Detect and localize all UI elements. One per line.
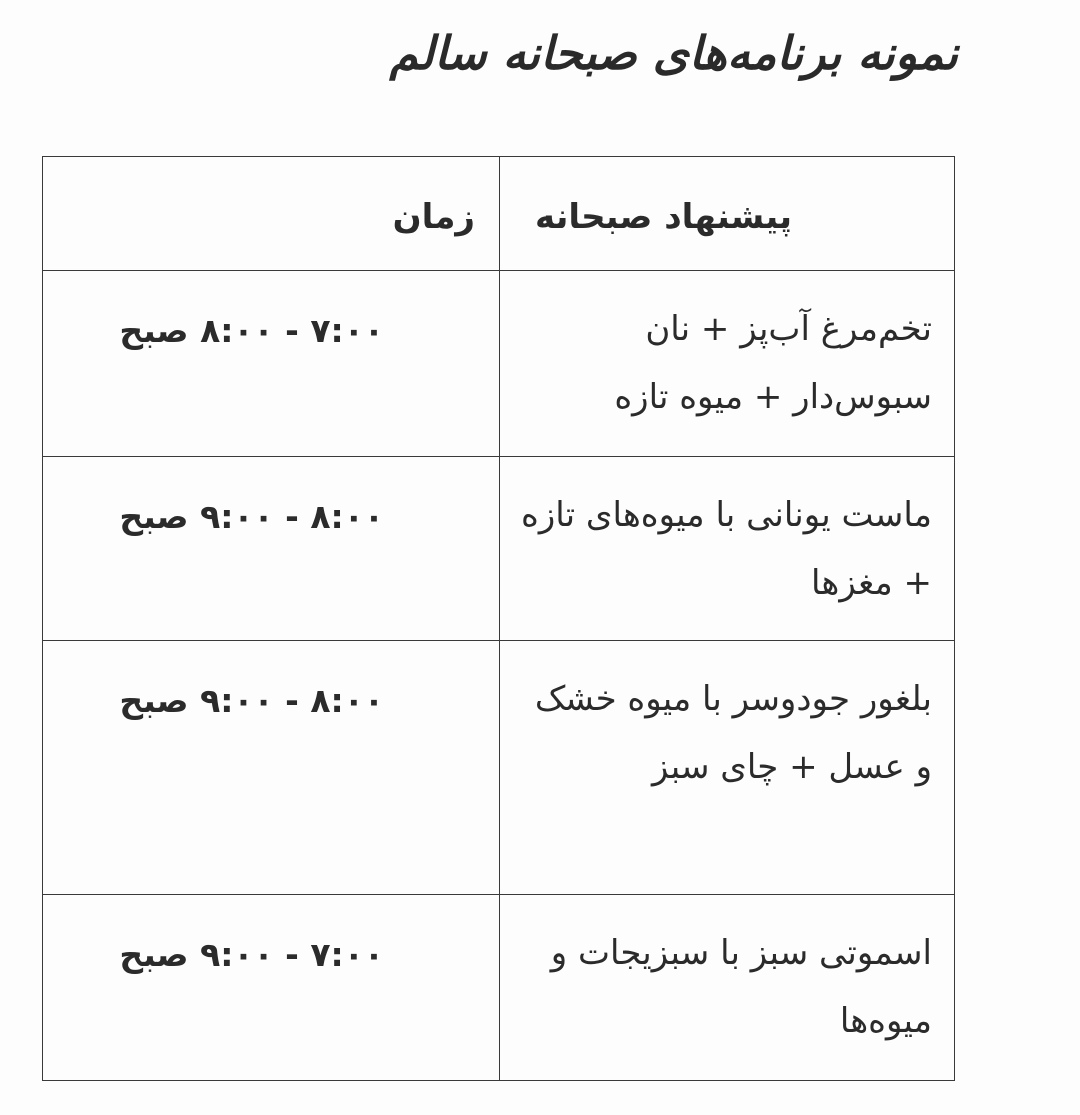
table-header-row — [43, 157, 955, 271]
table-row — [43, 271, 955, 457]
suggestion-cell: اسموتی سبز با سبزیجات و میوه‌ها — [500, 895, 955, 1081]
table-row — [43, 457, 955, 641]
suggestion-cell: ماست یونانی با میوه‌های تازه + مغزها — [500, 457, 955, 641]
time-range: ۸:۰۰ - ۹:۰۰ صبح — [119, 497, 384, 536]
time-range: ۷:۰۰ - ۹:۰۰ صبح — [119, 935, 384, 974]
time-cell — [43, 271, 500, 457]
breakfast-table — [42, 156, 955, 1081]
header-suggestion: پیشنهاد صبحانه — [500, 157, 955, 271]
suggestion-cell: تخم‌مرغ آب‌پز + نان سبوس‌دار + میوه تازه — [500, 271, 955, 457]
time-cell — [43, 641, 500, 895]
time-range: ۸:۰۰ - ۹:۰۰ صبح — [119, 681, 384, 720]
suggestion-cell: بلغور جودوسر با میوه خشک و عسل + چای سبز — [500, 641, 955, 895]
header-time: زمان — [43, 157, 500, 271]
page-title: نمونه برنامه‌های صبحانه سالم — [389, 26, 958, 80]
time-range: ۷:۰۰ - ۸:۰۰ صبح — [119, 311, 384, 350]
table-row — [43, 641, 955, 895]
table-row — [43, 895, 955, 1081]
time-cell — [43, 457, 500, 641]
time-cell — [43, 895, 500, 1081]
